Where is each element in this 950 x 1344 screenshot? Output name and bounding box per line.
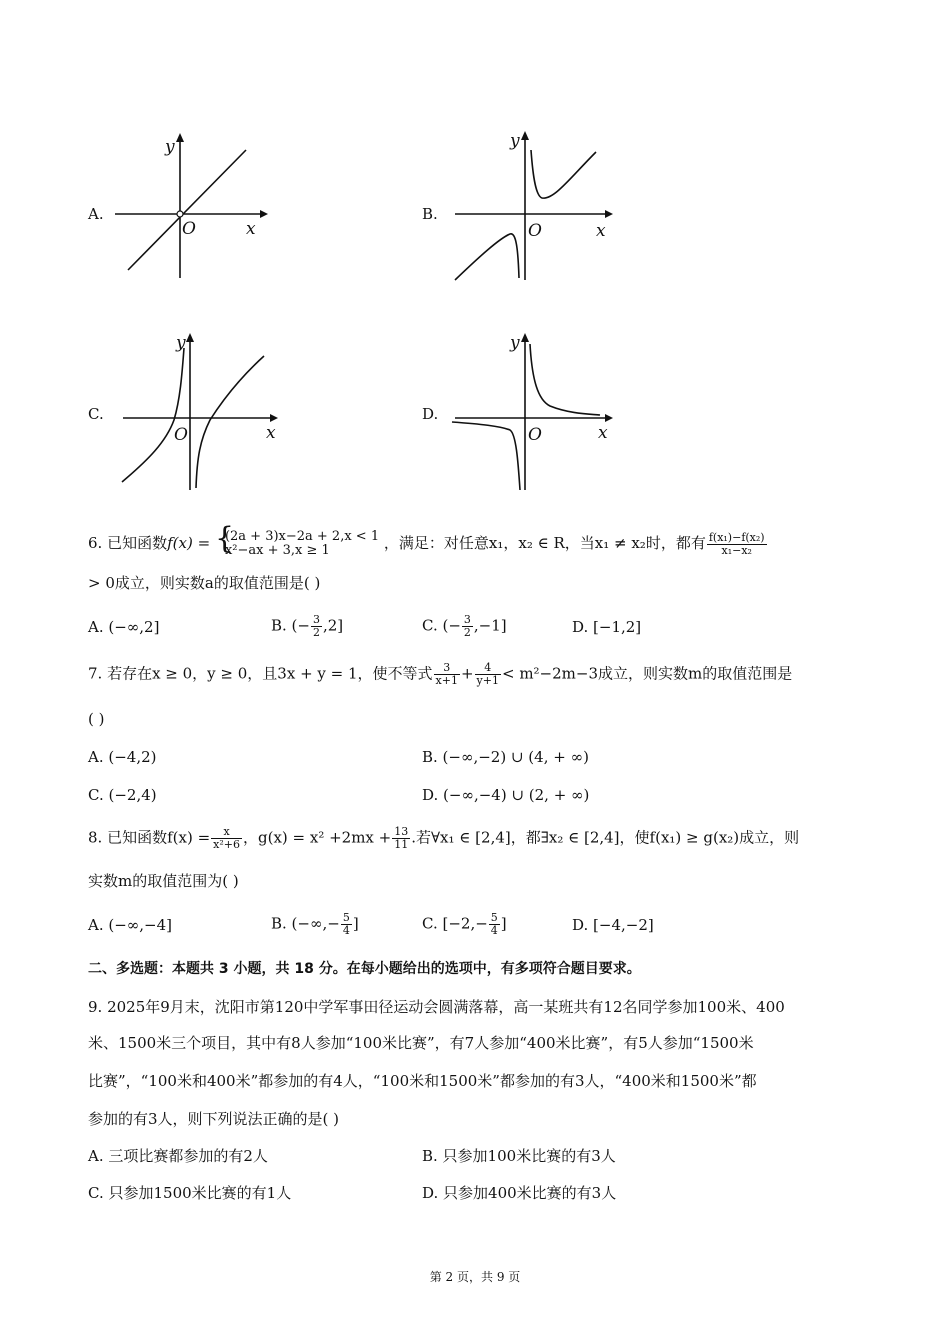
- axis-x-label: x: [246, 219, 256, 239]
- origin-label: O: [182, 219, 196, 239]
- q9-option-a[interactable]: A. 三项比赛都参加的有2人: [88, 1147, 268, 1165]
- graph-option-b: [450, 128, 620, 288]
- question-9-line1: 9. 2025年9月末，沈阳市第120中学军事田径运动会圆满落幕，高一某班共有12名同学参加100米、400: [88, 998, 785, 1016]
- q8-option-b[interactable]: B. (−∞,− $\frac{5}{4}$ ]: [271, 911, 359, 937]
- axis-x-label: x: [598, 423, 608, 443]
- graph-option-d-label[interactable]: D.: [422, 405, 439, 423]
- q6-prefix: 6. 已知函数: [88, 534, 168, 552]
- q9-option-c[interactable]: C. 只参加1500米比赛的有1人: [88, 1184, 292, 1202]
- q6-option-c[interactable]: C. (− $\frac{3}{2}$ ,−1]: [422, 613, 507, 639]
- q7-option-c[interactable]: C. (−2,4): [88, 786, 157, 804]
- question-8-line2: 实数m的取值范围为( ): [88, 872, 239, 890]
- q8-option-a[interactable]: A. (−∞,−4]: [88, 916, 173, 934]
- q8-option-d[interactable]: D. [−4,−2]: [572, 916, 654, 934]
- q6-option-d[interactable]: D. [−1,2]: [572, 618, 642, 636]
- question-8-stem: 8. 已知函数f(x) = $\frac{x}{\text{x²+6}}$ ，g(x) = x² +2mx + $\frac{13}{11}$ .若∀x₁ ∈ [2,4]，都∃x₂ ∈ [2,4]，使f(x₁) ≥ g(x₂)成立，则: [88, 825, 800, 851]
- q6-fx: f(x) =: [167, 534, 211, 552]
- graph-option-c-label[interactable]: C.: [88, 405, 104, 423]
- origin-label: O: [528, 425, 542, 445]
- axis-y-label: y: [176, 333, 186, 353]
- graph-option-b-label[interactable]: B.: [422, 205, 438, 223]
- q8-option-c[interactable]: C. [−2,− $\frac{5}{4}$ ]: [422, 911, 507, 937]
- question-9-line3: 比赛”，“100米和400米”都参加的有4人，“100米和1500米”都参加的有3人，“400米和1500米”都: [88, 1072, 757, 1090]
- question-7-line2: ( ): [88, 710, 105, 728]
- question-9-line4: 参加的有3人，则下列说法正确的是( ): [88, 1110, 340, 1128]
- q6-piecewise: [215, 530, 379, 558]
- q9-option-b[interactable]: B. 只参加100米比赛的有3人: [422, 1147, 616, 1165]
- question-6-line2: > 0成立，则实数a的取值范围是( ): [88, 574, 321, 592]
- question-9-line2: 米、1500米三个项目，其中有8人参加“100米比赛”，有7人参加“400米比赛”，有5人参加“1500米: [88, 1034, 754, 1052]
- graph-option-a: [110, 130, 270, 290]
- q6-mid: ，满足：对任意x₁，x₂ ∈ R，当x₁ ≠ x₂时，都有: [383, 534, 706, 552]
- q6-option-b[interactable]: B. (− $\frac{3}{2}$ ,2]: [271, 613, 344, 639]
- q6-case1: { (2a + 3)x−2a + 2,x < 1: [224, 529, 380, 544]
- graph-option-c: [118, 330, 288, 495]
- graph-option-a-label[interactable]: A.: [88, 205, 104, 223]
- question-6-stem: [88, 530, 768, 558]
- q6-option-a[interactable]: A. (−∞,2]: [88, 618, 160, 636]
- q6-fraction: $\frac{\text{f(x₁)−f(x₂)}}{\text{x₁−x₂}}$: [708, 530, 765, 557]
- q7-option-b[interactable]: B. (−∞,−2) ∪ (4, + ∞): [422, 748, 589, 766]
- graph-option-d: [450, 330, 620, 495]
- section-2-title: 二、多选题：本题共 3 小题，共 18 分。在每小题给出的选项中，有多项符合题目要求。: [88, 961, 641, 977]
- origin-label: O: [174, 425, 188, 445]
- axis-y-label: y: [510, 333, 520, 353]
- axis-x-label: x: [266, 423, 276, 443]
- axis-y-label: y: [510, 131, 520, 151]
- question-7-stem: 7. 若存在x ≥ 0，y ≥ 0，且3x + y = 1，使不等式 $\frac{3}{x+1}$ + $\frac{4}{y+1}$ < m²−2m−3成立，则实数m的取值范围是: [88, 661, 793, 687]
- axis-y-label: y: [165, 137, 175, 157]
- q7-option-d[interactable]: D. (−∞,−4) ∪ (2, + ∞): [422, 786, 590, 804]
- q6-case2: x²−ax + 3,x ≥ 1: [224, 543, 330, 558]
- axis-x-label: x: [596, 221, 606, 241]
- q9-option-d[interactable]: D. 只参加400米比赛的有3人: [422, 1184, 617, 1202]
- q7-option-a[interactable]: A. (−4,2): [88, 748, 157, 766]
- page-footer: 第 2 页，共 9 页: [429, 1270, 521, 1284]
- origin-label: O: [528, 221, 542, 241]
